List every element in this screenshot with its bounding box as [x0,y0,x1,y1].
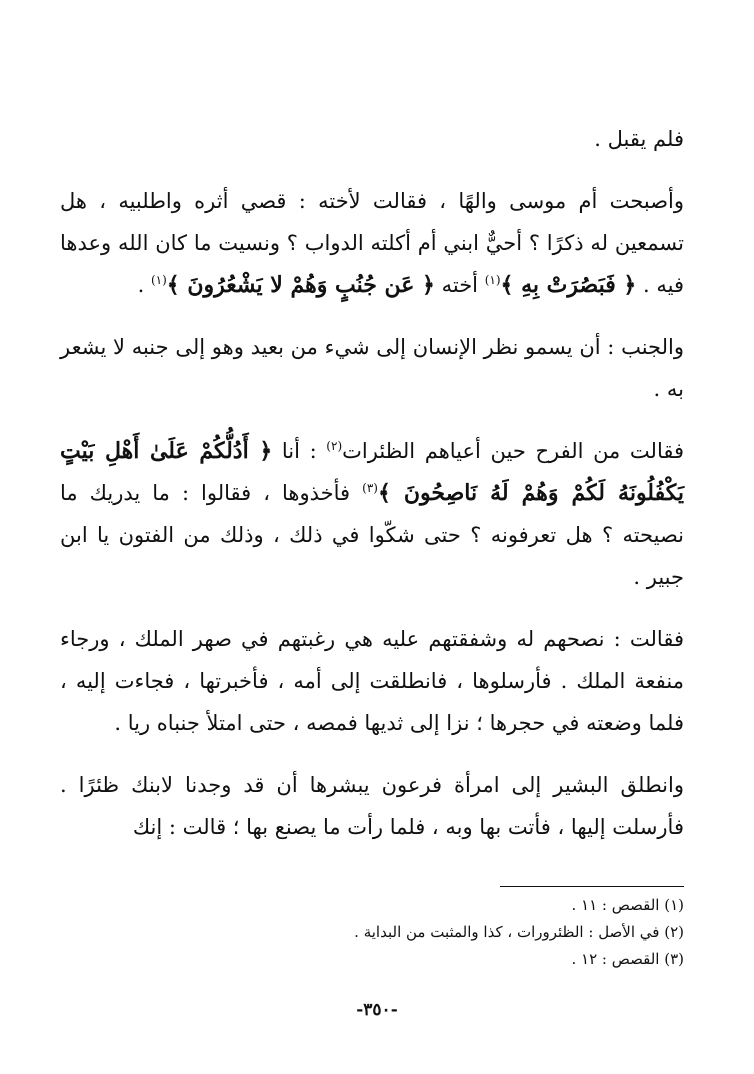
footnote-marker-2: (٢) [326,439,343,453]
page-number: -٣٥٠- [356,1000,398,1020]
footnote-marker-1b: (١) [150,273,167,287]
footnote-2: (٢) في الأصل : الظئرورات ، كذا والمثبت من البداية . [354,923,684,941]
paragraph-4-text-b: : أنا [281,439,317,463]
paragraph-2-end: . [137,273,145,297]
paragraph-4-text-a: فقالت من الفرح حين أعياهم الظئرات [342,439,685,463]
paragraph-3 [60,326,684,410]
paragraph-4 [60,430,684,598]
paragraph-4-text-c: فأخذوها ، فقالوا : ما يدريك ما نصيحته ؟ هل تعرفونه ؟ حتى شكّوا في ذلك ، وذلك من الفتون يا ابن جبير . [60,481,684,589]
paragraph-2-text-a: وأصبحت أم موسى والهًا ، فقالت لأخته : قصي أثره واطلبيه ، هل تسمعين له ذكرًا ؟ أحيٌّ ابني أم أكلته الدواب ؟ ونسيت ما كان الله وعدها فيه . [60,189,684,297]
quran-quote-2: ﴿ عَن جُنُبٍ وَهُمْ لا يَشْعُرُونَ ﴾ [166,272,435,298]
paragraph-2 [60,180,684,306]
page-body [60,118,684,868]
paragraph-6 [60,764,684,848]
quran-quote-3: ﴿ أَدُلُّكُمْ عَلَىٰ أَهْلِ بَيْتٍ يَكْفُلُونَهُ لَكُمْ وَهُمْ لَهُ نَاصِحُونَ ﴾ [60,438,684,506]
quran-quote-1: ﴿ فَبَصُرَتْ بِهِ ﴾ [500,272,637,298]
footnote-3: (٣) القصص : ١٢ . [571,950,684,968]
paragraph-6-text: وانطلق البشير إلى امرأة فرعون يبشرها أن قد وجدنا لابنك ظئرًا . فأرسلت إليها ، فأتت بها وبه ، فلما رأت ما يصنع بها ؛ قالت : إنك [60,773,684,839]
paragraph-1 [60,118,684,160]
footnote-marker-1: (١) [484,273,501,287]
paragraph-5 [60,618,684,744]
paragraph-5-text: فقالت : نصحهم له وشفقتهم عليه هي رغبتهم في صهر الملك ، ورجاء منفعة الملك . فأرسلوها ، فانطلقت إلى أمه ، فأخبرتها ، فجاءت إليه ، فلما وضعته في حجرها ؛ نزا إلى ثديها فمصه ، حتى امتلأ جنباه ريا . [60,627,684,735]
footnotes [184,892,684,973]
footnote-marker-3: (٣) [362,481,378,495]
paragraph-3-text: والجنب : أن يسمو نظر الإنسان إلى شيء من بعيد وهو إلى جنبه لا يشعر به . [60,335,684,401]
footnote-1: (١) القصص : ١١ . [571,896,684,914]
footnote-divider [500,886,684,887]
paragraph-2-text-b: أخته [441,273,479,297]
paragraph-1-text: فلم يقبل . [594,127,684,151]
